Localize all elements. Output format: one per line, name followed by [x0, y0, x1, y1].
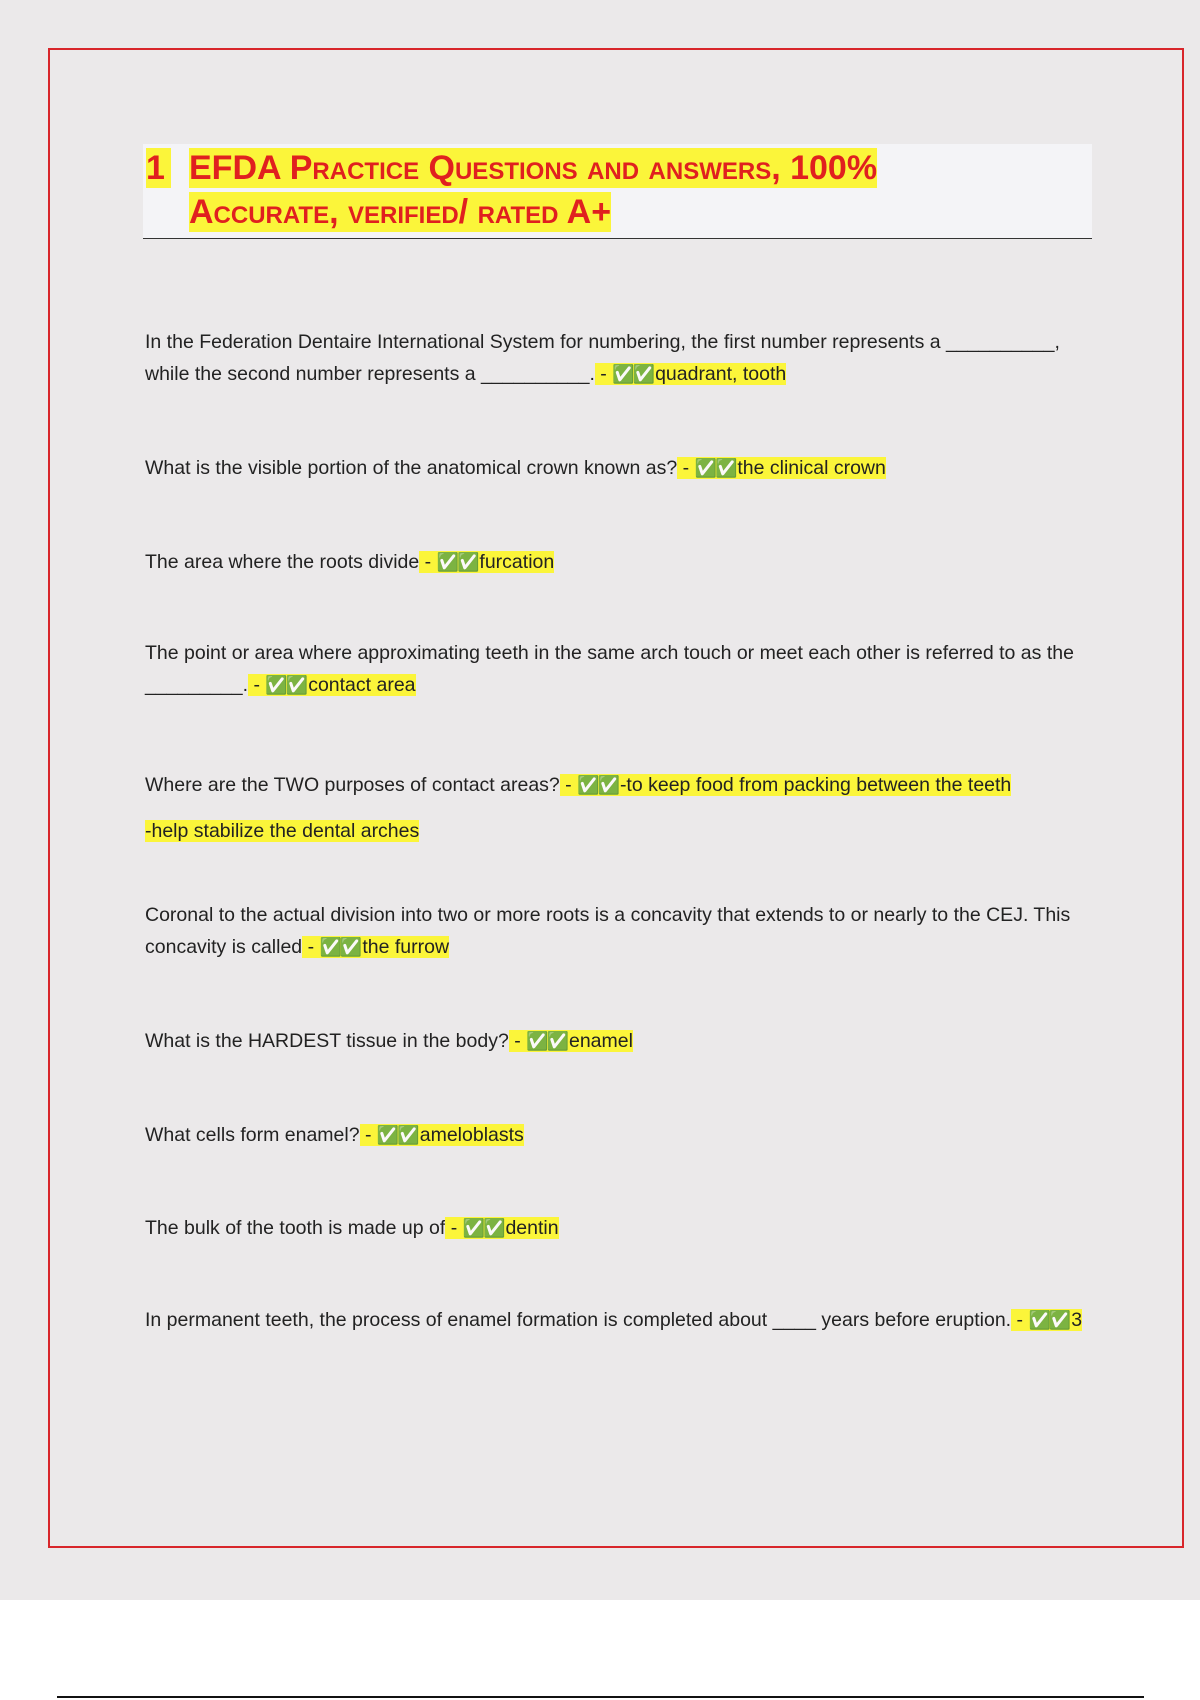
double-check-icon: ✅✅ [265, 675, 307, 695]
heading-number: 1 [146, 148, 171, 188]
separator: - [419, 551, 437, 573]
question-text: In the Federation Dentaire International System for numbering, the first number represents a __________, while the second number represents a __________. [145, 331, 1060, 385]
qa-item-3 [145, 546, 1085, 578]
answer-text: contact area [308, 674, 416, 696]
answer-text: the furrow [362, 936, 450, 958]
answer-highlight [419, 551, 554, 573]
qa-item-2 [145, 452, 1085, 484]
question-text: The area where the roots divide [145, 551, 420, 573]
double-check-icon: ✅✅ [577, 775, 618, 795]
question-text: The point or area where approximating teeth in the same arch touch or meet each other is referred to as the _________. [145, 642, 1074, 696]
separator: - [594, 363, 613, 385]
separator: - [677, 457, 695, 479]
qa-item-8 [145, 1119, 1085, 1151]
qa-item-6 [145, 899, 1085, 963]
question-text: What is the visible portion of the anatomical crown known as? [145, 457, 678, 479]
qa-item-7 [145, 1025, 1085, 1057]
double-check-icon: ✅✅ [612, 364, 654, 384]
separator: - [248, 674, 266, 696]
heading-line-2: Accurate, verified/ rated A+ [189, 193, 612, 231]
question-text: Where are the TWO purposes of contact areas? [145, 774, 560, 796]
double-check-icon: ✅✅ [1028, 1310, 1070, 1330]
separator: - [302, 936, 320, 958]
question-text: Coronal to the actual division into two or more roots is a concavity that extends to or nearly to the CEJ. This concavity is called [145, 904, 1071, 958]
answer-text: -to keep food from packing between the teeth [619, 774, 1012, 796]
answer-text: ameloblasts [419, 1124, 524, 1146]
separator: - [559, 774, 578, 796]
answer-text: quadrant, tooth [655, 363, 787, 385]
question-text: In permanent teeth, the process of enamel formation is completed about ____ years before eruption. [145, 1309, 1012, 1331]
double-check-icon: ✅✅ [436, 552, 478, 572]
heading-line-1: EFDA Practice Questions and answers, 100% [189, 149, 878, 187]
double-check-icon: ✅✅ [462, 1218, 504, 1238]
double-check-icon: ✅✅ [319, 937, 361, 957]
answer-highlight [248, 674, 416, 696]
double-check-icon: ✅✅ [376, 1125, 418, 1145]
question-text: What cells form enamel? [145, 1124, 360, 1146]
next-page-rule [57, 1696, 1144, 1698]
answer-text: dentin [505, 1217, 559, 1239]
question-text: The bulk of the tooth is made up of [145, 1217, 446, 1239]
double-check-icon: ✅✅ [526, 1031, 567, 1051]
answer-highlight [595, 363, 786, 385]
answer-highlight [560, 774, 1012, 796]
separator: - [1011, 1309, 1029, 1331]
qa-item-4 [145, 637, 1085, 701]
answer-highlight [302, 936, 449, 958]
answer-highlight [360, 1124, 524, 1146]
answer-highlight [509, 1030, 633, 1052]
answer-text: furcation [479, 551, 555, 573]
qa-item-5 [145, 762, 1085, 854]
question-text: What is the HARDEST tissue in the body? [145, 1030, 509, 1052]
answer-highlight [677, 457, 886, 479]
answer-text: 3 [1071, 1309, 1083, 1331]
qa-item-10 [145, 1304, 1085, 1336]
document-heading [143, 144, 1092, 239]
answer-highlight [1011, 1309, 1082, 1331]
separator: - [508, 1030, 527, 1052]
separator: - [445, 1217, 463, 1239]
qa-item-1 [145, 326, 1085, 390]
answer-text: the clinical crown [737, 457, 886, 479]
double-check-icon: ✅✅ [694, 458, 736, 478]
qa-item-9 [145, 1212, 1085, 1244]
answer-text-line-2: -help stabilize the dental arches [145, 820, 420, 842]
separator: - [359, 1124, 377, 1146]
answer-highlight [445, 1217, 558, 1239]
answer-text: enamel [568, 1030, 633, 1052]
